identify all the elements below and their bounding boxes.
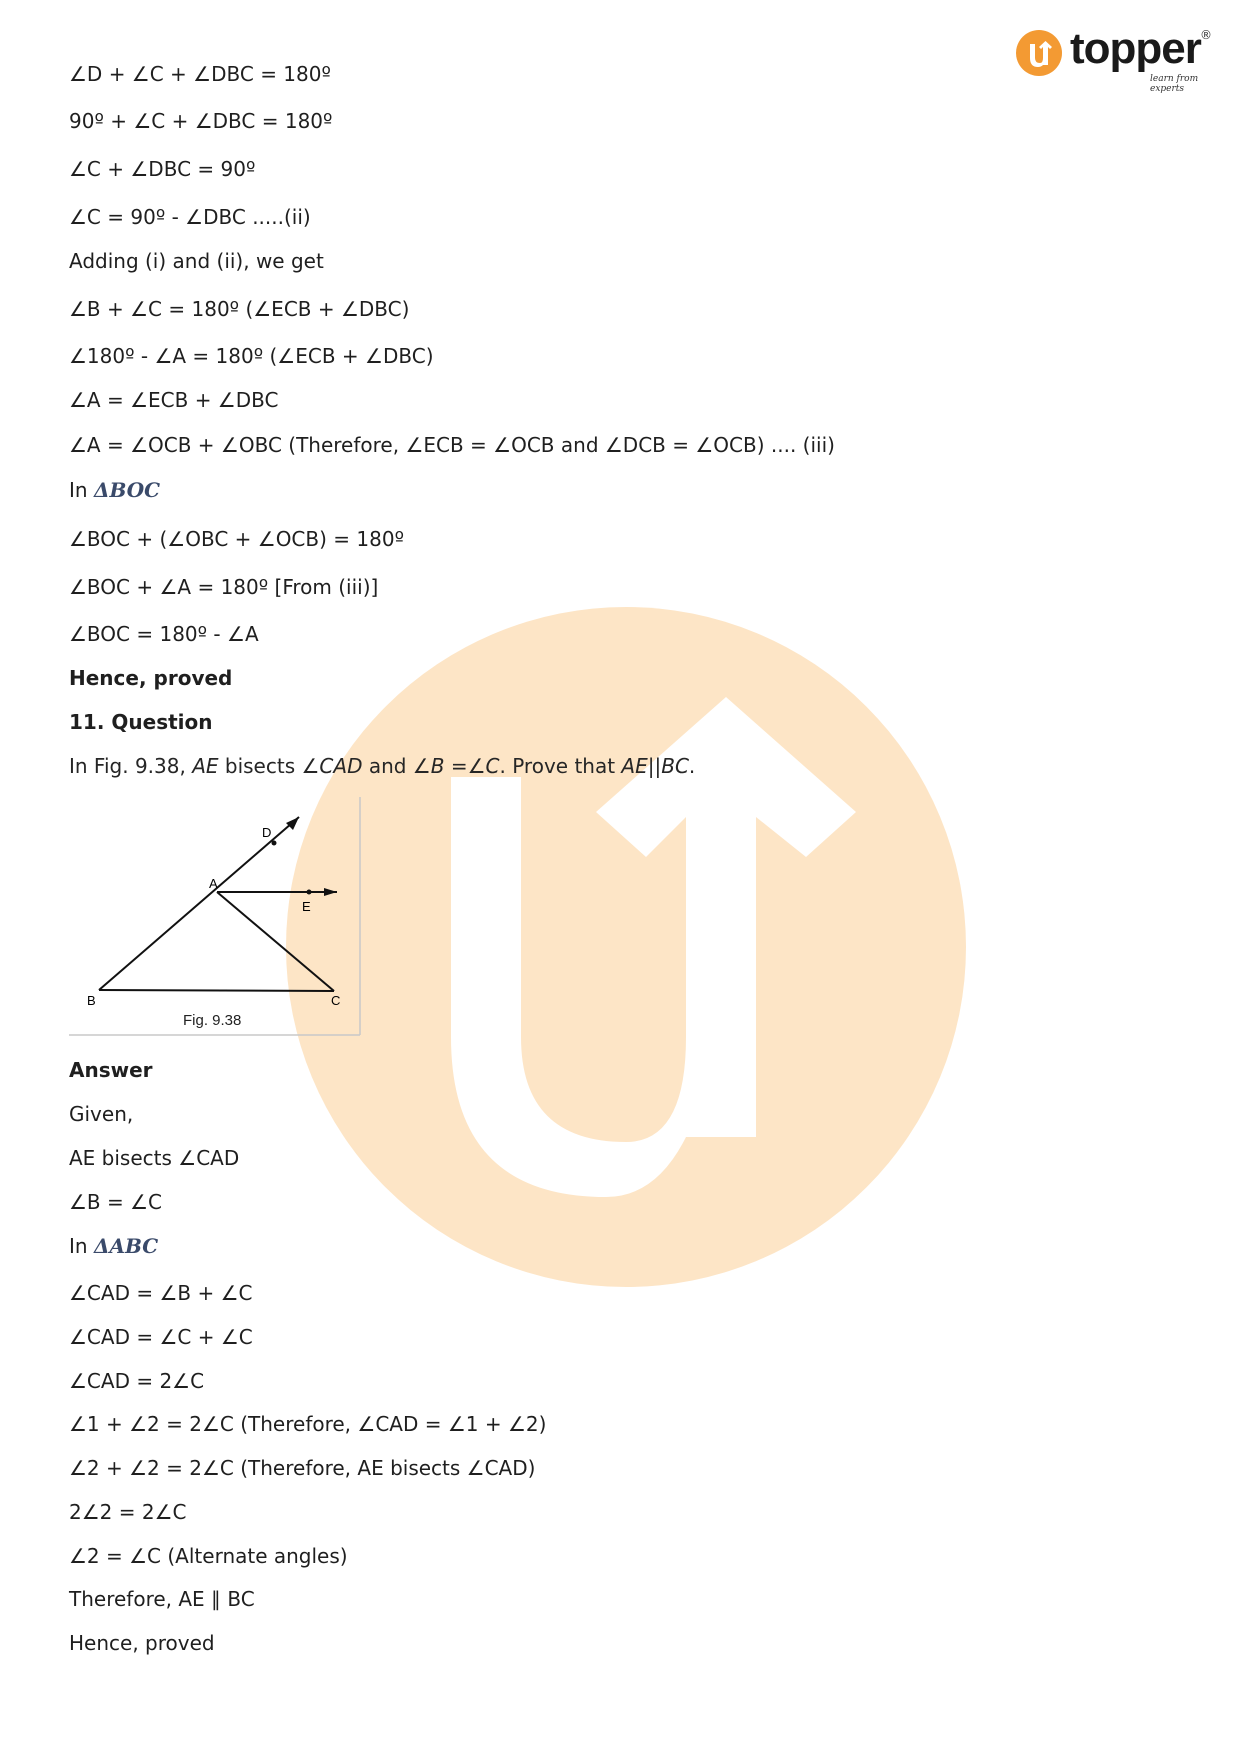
label-e: E (302, 899, 311, 914)
topper-logo-icon (1016, 30, 1062, 76)
label-a: A (209, 876, 218, 891)
text-line: ∠D + ∠C + ∠DBC = 180º (69, 62, 331, 86)
logo-tagline: learn from experts (1150, 74, 1199, 94)
figure-9-38 (69, 795, 361, 1037)
logo-registered-mark: ® (1200, 28, 1212, 42)
q-part: bisects ∠ (218, 754, 320, 778)
math-triangle-boc: ΔBOC (93, 478, 161, 502)
topper-logo[interactable] (1016, 24, 1216, 94)
text-prefix: In (69, 1234, 88, 1258)
point-e (307, 890, 312, 895)
point-d (272, 841, 277, 846)
conclusion-text: Hence, proved (69, 1631, 215, 1655)
text-line: ∠2 = ∠C (Alternate angles) (69, 1544, 348, 1568)
text-line (69, 477, 160, 503)
text-line (69, 1233, 158, 1259)
text-line: 2∠2 = 2∠C (69, 1500, 187, 1524)
q-math: B (430, 754, 445, 778)
answer-heading: Answer (69, 1058, 153, 1082)
text-line: Adding (i) and (ii), we get (69, 249, 324, 273)
q-part: || (647, 754, 662, 778)
text-line: Given, (69, 1102, 134, 1126)
q-part: . (688, 754, 696, 778)
text-line: ∠BOC + ∠A = 180º [From (iii)] (69, 575, 379, 599)
segment-bc (99, 990, 334, 991)
text-line: ∠2 + ∠2 = 2∠C (Therefore, AE bisects ∠CAD) (69, 1456, 536, 1480)
segment-ac (217, 892, 334, 991)
label-c: C (331, 993, 341, 1008)
text-line: ∠BOC + (∠OBC + ∠OCB) = 180º (69, 527, 404, 551)
text-line: ∠C = 90º - ∠DBC .....(ii) (69, 205, 311, 229)
text-line: ∠CAD = ∠B + ∠C (69, 1281, 253, 1305)
label-b: B (87, 993, 96, 1008)
q-part: In Fig. 9.38, (69, 754, 193, 778)
text-line: ∠CAD = 2∠C (69, 1369, 205, 1393)
q-math: AE (192, 754, 219, 778)
q-math: CAD (319, 754, 363, 778)
figure-caption: Fig. 9.38 (183, 1012, 242, 1029)
question-text (69, 753, 695, 779)
question-heading: 11. Question (69, 710, 213, 734)
text-line: Therefore, AE ∥ BC (69, 1587, 255, 1611)
text-line: ∠180º - ∠A = 180º (∠ECB + ∠DBC) (69, 344, 434, 368)
text-line: ∠A = ∠ECB + ∠DBC (69, 388, 279, 412)
label-d: D (262, 825, 272, 840)
q-part: =∠ (444, 754, 486, 778)
text-line: ∠B + ∠C = 180º (∠ECB + ∠DBC) (69, 297, 410, 321)
arrow-d-icon (286, 817, 299, 830)
q-math: C (485, 754, 500, 778)
logo-brand-text: topper (1070, 24, 1201, 73)
text-line: ∠C + ∠DBC = 90º (69, 157, 256, 181)
text-line: ∠BOC = 180º - ∠A (69, 622, 259, 646)
text-line: ∠B = ∠C (69, 1190, 163, 1214)
arrow-e-icon (324, 888, 337, 896)
ray-bad (99, 817, 299, 990)
text-line: ∠A = ∠OCB + ∠OBC (Therefore, ∠ECB = ∠OCB and ∠DCB = ∠OCB) .... (iii) (69, 433, 835, 457)
text-prefix: In (69, 478, 88, 502)
text-line: 90º + ∠C + ∠DBC = 180º (69, 109, 333, 133)
text-line: ∠1 + ∠2 = 2∠C (Therefore, ∠CAD = ∠1 + ∠2) (69, 1412, 547, 1436)
q-part: . Prove that (499, 754, 622, 778)
q-part: and ∠ (362, 754, 431, 778)
conclusion-text: Hence, proved (69, 666, 233, 690)
text-line: ∠CAD = ∠C + ∠C (69, 1325, 253, 1349)
q-math: BC (661, 754, 689, 778)
q-math: AE (621, 754, 648, 778)
math-triangle-abc: ΔABC (93, 1234, 159, 1258)
text-line: AE bisects ∠CAD (69, 1146, 240, 1170)
